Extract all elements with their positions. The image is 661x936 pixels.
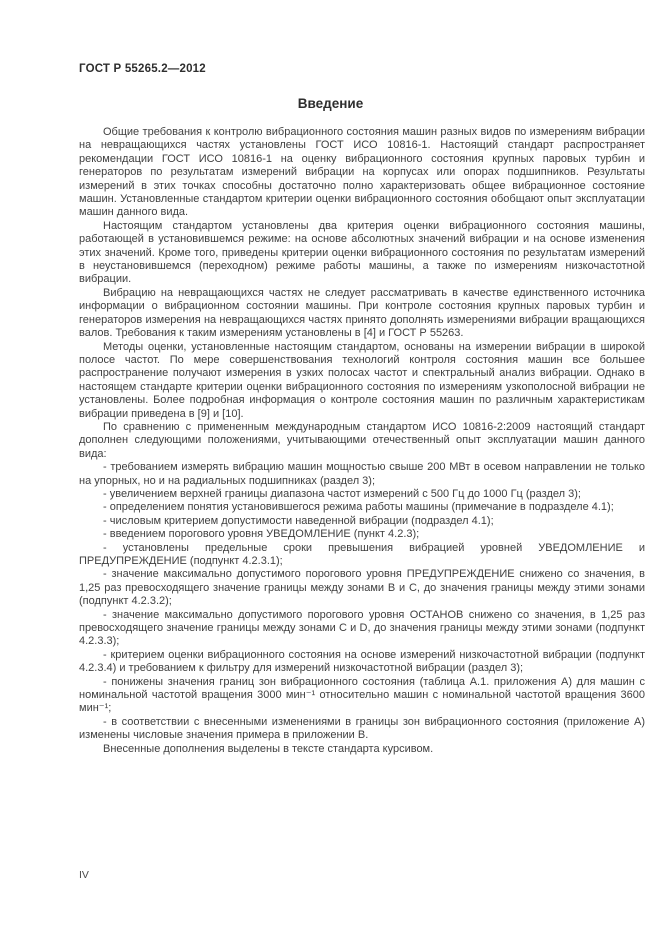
list-item-3: - определением понятия установившегося режима работы машины (примечание в подразделе 4.1); — [103, 501, 614, 514]
list-item-2: - увеличением верхней границы диапазона частот измерений с 500 Гц до 1000 Гц (раздел 3); — [103, 487, 581, 500]
list-item-5: - введением порогового уровня УВЕДОМЛЕНИЕ (пункт 4.2.3); — [103, 528, 420, 541]
paragraph-intro-5: По сравнению с примененным международным стандартом ИСО 10816-2:2009 настоящий стандарт дополнен следующими положениями, учитывающими отечественный опыт эксплуатации машин данного вида: — [79, 420, 645, 460]
page-number: IV — [79, 869, 89, 881]
standard-designation: ГОСТ Р 55265.2—2012 — [79, 63, 206, 75]
paragraph-intro-4: Методы оценки, установленные настоящим стандартом, основаны на измерении вибрации в широкой полосе частот. По мере совершенствования технологий контроля состояния машин все большее распространение получают измерения в узких полосах частот и спектральный анализ вибрации. Однако в настоящем стандарте критерии оценки вибрационного состояния по измерениям узкополосной вибрации не установлены. Более подробная информация о контроле состояния машин по различным характеристикам вибрации приведена в [9] и [10]. — [79, 340, 645, 420]
list-item-10: - понижены значения границ зон вибрационного состояния (таблица А.1. приложения А) для машин с номинальной частотой вращения 3000 мин⁻¹ относительно машин с номинальной частотой вращения 3600 мин⁻¹; — [79, 675, 645, 715]
list-item-8: - значение максимально допустимого порогового уровня ОСТАНОВ снижено со значения, в 1,25 раз превосходящего значение границы между зонами C и D, до значения границы между этими зонами (подпункт 4.2.3.3); — [79, 608, 645, 648]
list-item-6: - установлены предельные сроки превышения вибрацией уровней УВЕДОМЛЕНИЕ и ПРЕДУПРЕЖДЕНИЕ (подпункт 4.2.3.1); — [79, 541, 645, 567]
paragraph-closing-note: Внесенные дополнения выделены в тексте стандарта курсивом. — [103, 742, 434, 755]
paragraph-intro-1: Общие требования к контролю вибрационного состояния машин разных видов по измерениям вибрации на невращающихся частях установлены ГОСТ ИСО 10816-1. Настоящий стандарт распространяет рекомендации ГОСТ ИСО 10816-1 на оценку вибрационного состояния крупных паровых турбин и генераторов по результатам измерений вибрации на корпусах или опорах подшипников. Результаты измерений в этих точках способны достаточно полно характеризовать общее вибрационное состояние машин. Установленные стандартом критерии оценки вибрационного состояния обобщают опыт эксплуатации машин данного вида. — [79, 126, 645, 219]
paragraph-intro-2: Настоящим стандартом установлены два критерия оценки вибрационного состояния машины, работающей в установившемся режиме: на основе абсолютных значений вибрации и на основе изменения этих значений. Кроме того, приведены критерии оценки вибрационного состояния по результатам измерений в неустановившемся (переходном) режиме работы машины, а также по измерениям низкочастотной вибрации. — [79, 219, 645, 286]
body-text — [79, 126, 645, 756]
list-item-11: - в соответствии с внесенными изменениями в границы зон вибрационного состояния (приложение А) изменены числовые значения примера в приложении В. — [79, 715, 645, 742]
list-item-9: - критерием оценки вибрационного состояния на основе измерений низкочастотной вибрации (подпункт 4.2.3.4) и требованием к фильтру для измерений низкочастотной вибрации (раздел 3); — [79, 648, 645, 675]
list-item-7: - значение максимально допустимого порогового уровня ПРЕДУПРЕЖДЕНИЕ снижено со значения, в 1,25 раз превосходящего значение границы между зонами B и C, до значения границы между этими зонами (подпункт 4.2.3.2); — [79, 568, 645, 608]
paragraph-intro-3: Вибрацию на невращающихся частях не следует рассматривать в качестве единственного источника информации о вибрационном состоянии машины. При контроле состояния крупных паровых турбин и генераторов измерения на невращающихся частях принято дополнять измерениями вибрации вращающихся валов. Требования к таким измерениям установлены в [4] и ГОСТ Р 55263. — [79, 286, 645, 340]
list-item-1: - требованием измерять вибрацию машин мощностью свыше 200 МВт в осевом направлении не только на упорных, но и на радиальных подшипниках (раздел 3); — [79, 461, 645, 487]
section-title: Введение — [297, 96, 364, 111]
list-item-4: - числовым критерием допустимости наведенной вибрации (подраздел 4.1); — [103, 514, 494, 527]
